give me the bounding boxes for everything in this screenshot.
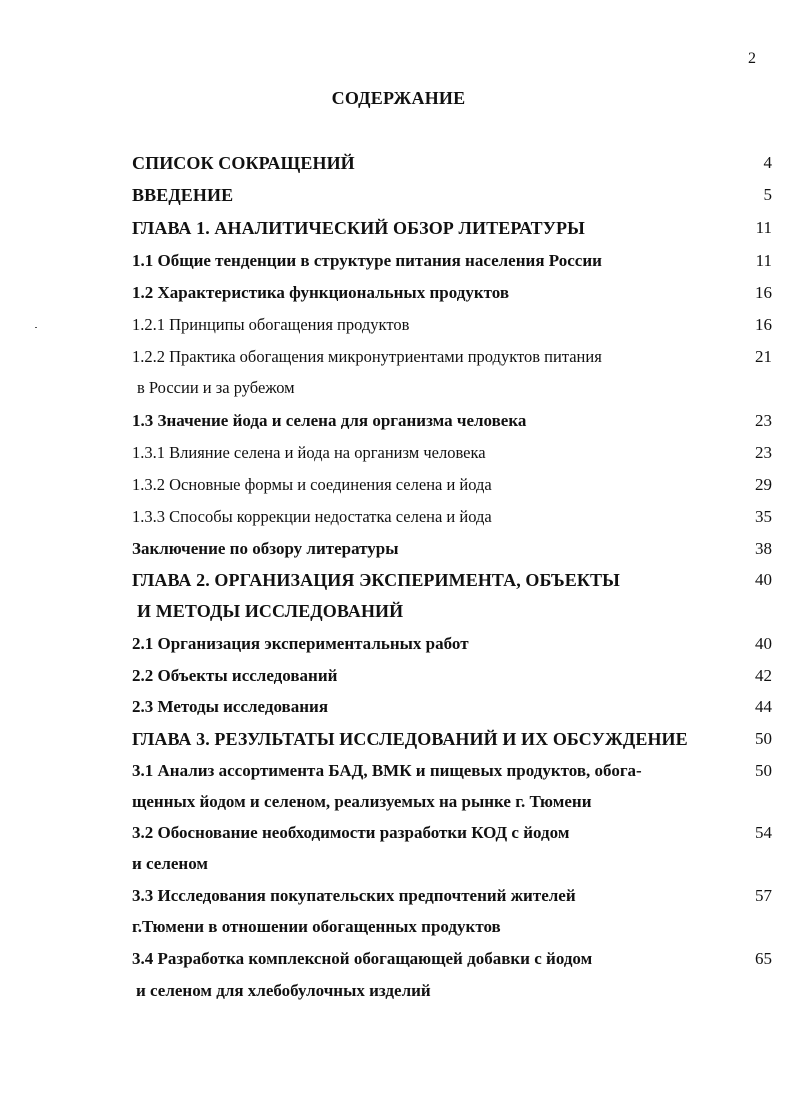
toc-entry-page: 35 <box>755 507 772 526</box>
toc-entry-page: 23 <box>755 443 772 462</box>
toc-entry-3-4[interactable] <box>0 947 797 971</box>
toc-entry-page: 5 <box>763 185 772 204</box>
toc-entry-text: 1.3 Значение йода и селена для организма человека <box>132 411 527 430</box>
toc-entry-page: 54 <box>755 823 772 842</box>
page-title: СОДЕРЖАНИЕ <box>331 88 466 108</box>
toc-entry-continuation <box>0 790 797 814</box>
toc-entry-1-3-1[interactable] <box>0 441 797 465</box>
toc-entry-text: 1.3.2 Основные формы и соединения селена и йода <box>132 475 492 494</box>
toc-entry-page: 16 <box>755 283 772 302</box>
toc-entry-page: 50 <box>755 729 772 748</box>
toc-entry-continuation <box>0 852 797 876</box>
toc-entry-text: 3.3 Исследования покупательских предпочтений жителей <box>132 886 576 905</box>
toc-entry-text: 1.2.1 Принципы обогащения продуктов <box>132 315 410 334</box>
toc-entry-page: 4 <box>763 153 772 172</box>
toc-entry-text-continuation: И МЕТОДЫ ИССЛЕДОВАНИЙ <box>137 601 404 621</box>
toc-entry-text: 3.2 Обоснование необходимости разработки КОД с йодом <box>132 823 570 842</box>
toc-entry-2-1[interactable] <box>0 632 797 656</box>
toc-entry-page: 11 <box>755 251 772 270</box>
toc-entry-text: 1.3.1 Влияние селена и йода на организм человека <box>132 443 486 462</box>
toc-entry-literature-conclusion[interactable] <box>0 537 797 561</box>
toc-entry-2-2[interactable] <box>0 664 797 688</box>
toc-entry-text: 1.1 Общие тенденции в структуре питания населения России <box>132 251 602 270</box>
toc-entry-text: 1.2 Характеристика функциональных продуктов <box>132 283 509 302</box>
toc-entry-page: 65 <box>755 949 772 968</box>
toc-entry-1-3-2[interactable] <box>0 473 797 497</box>
toc-entry-text: ГЛАВА 1. АНАЛИТИЧЕСКИЙ ОБЗОР ЛИТЕРАТУРЫ <box>132 218 585 238</box>
toc-entry-page: 44 <box>755 697 772 716</box>
toc-entry-page: 50 <box>755 761 772 780</box>
scan-speck <box>35 327 37 328</box>
toc-entry-page: 40 <box>755 570 772 589</box>
toc-entry-text: 2.1 Организация экспериментальных работ <box>132 634 469 653</box>
toc-entry-1-1[interactable] <box>0 249 797 273</box>
toc-entry-text: 2.2 Объекты исследований <box>132 666 338 685</box>
toc-entry-text-continuation: и селеном для хлебобулочных изделий <box>136 981 431 1000</box>
toc-entry-1-3-3[interactable] <box>0 505 797 529</box>
toc-entry-text: 2.3 Методы исследования <box>132 697 329 716</box>
toc-entry-continuation <box>0 979 797 1003</box>
toc-entry-page: 57 <box>755 886 772 905</box>
toc-entry-text: 1.3.3 Способы коррекции недостатка селена и йода <box>132 507 492 526</box>
toc-entry-text-continuation: и селеном <box>132 854 208 873</box>
toc-entry-chapter-1[interactable] <box>0 216 797 240</box>
page-number: 2 <box>748 50 756 67</box>
toc-entry-introduction[interactable] <box>0 183 797 207</box>
toc-entry-1-2-2[interactable] <box>0 345 797 369</box>
toc-entry-1-2[interactable] <box>0 281 797 305</box>
toc-entry-2-3[interactable] <box>0 695 797 719</box>
toc-entry-text-continuation: в России и за рубежом <box>137 378 295 397</box>
toc-entry-chapter-3[interactable] <box>0 727 797 751</box>
toc-entry-text: 3.1 Анализ ассортимента БАД, ВМК и пищевых продуктов, обога- <box>132 761 642 780</box>
toc-entry-page: 42 <box>755 666 772 685</box>
toc-entry-text: СПИСОК СОКРАЩЕНИЙ <box>132 153 355 173</box>
toc-entry-page: 23 <box>755 411 772 430</box>
toc-entry-3-1[interactable] <box>0 759 797 783</box>
toc-entry-text: ГЛАВА 3. РЕЗУЛЬТАТЫ ИССЛЕДОВАНИЙ И ИХ ОБСУЖДЕНИЕ <box>132 729 688 749</box>
toc-entry-text: 3.4 Разработка комплексной обогащающей добавки с йодом <box>132 949 593 968</box>
toc-entry-text-continuation: щенных йодом и селеном, реализуемых на рынке г. Тюмени <box>132 792 592 811</box>
toc-entry-page: 29 <box>755 475 772 494</box>
toc-entry-text: ГЛАВА 2. ОРГАНИЗАЦИЯ ЭКСПЕРИМЕНТА, ОБЪЕКТЫ <box>132 570 620 590</box>
toc-entry-page: 21 <box>755 347 772 366</box>
toc-entry-3-2[interactable] <box>0 821 797 845</box>
toc-entry-1-3[interactable] <box>0 409 797 433</box>
toc-entry-text: Заключение по обзору литературы <box>132 539 399 558</box>
toc-entry-page: 38 <box>755 539 772 558</box>
toc-entry-page: 40 <box>755 634 772 653</box>
toc-entry-abbreviations[interactable] <box>0 151 797 175</box>
toc-entry-text-continuation: г.Тюмени в отношении обогащенных продуктов <box>132 917 501 936</box>
toc-entry-chapter-2[interactable] <box>0 568 797 592</box>
toc-entry-text: 1.2.2 Практика обогащения микронутриентами продуктов питания <box>132 347 602 366</box>
toc-entry-continuation <box>0 599 797 623</box>
toc-entry-1-2-1[interactable] <box>0 313 797 337</box>
toc-entry-continuation <box>0 915 797 939</box>
toc-entry-3-3[interactable] <box>0 884 797 908</box>
toc-entry-page: 11 <box>755 218 772 237</box>
toc-entry-continuation <box>0 376 797 400</box>
toc-entry-page: 16 <box>755 315 772 334</box>
toc-entry-text: ВВЕДЕНИЕ <box>132 185 234 205</box>
